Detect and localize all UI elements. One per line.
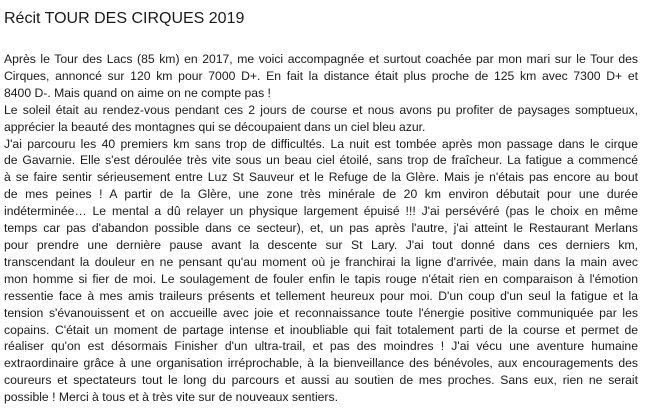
text-line: de mes peines ! A partir de la Glère, une zone très minérale de 20 km environ débutait pour une durée [4, 187, 638, 202]
document-body [4, 51, 638, 406]
text-line: Le soleil était au rendez-vous pendant ces 2 jours de course et nous avons pu profiter de paysages somptueux, [4, 102, 638, 117]
text-line: à se faire sentir sérieusement entre Luz St Sauveur et le Refuge de la Glère. Mais je n'étais pas encore au bout [4, 170, 638, 185]
text-line: J'ai parcouru les 40 premiers km sans trop de difficultés. La nuit est tombée après mon passage dans le cirque [4, 136, 638, 151]
text-line: réaliser qu'on est désormais Finisher d'un ultra-trail, et pas des moindres ! J'ai vécu une aventure humaine [4, 339, 638, 354]
text-line: ressentie face à mes amis traileurs présents et tellement heureux pour moi. D'un coup d'un seul la fatigue et la [4, 288, 638, 303]
text-line: Après le Tour des Lacs (85 km) en 2017, me voici accompagnée et surtout coachée par mon mari sur le Tour des [4, 52, 638, 66]
text-line: coureurs et spectateurs tout le long du parcours et aussi au soutien de mes proches. Sans eux, rien ne serait [4, 373, 638, 388]
text-line: possible ! Merci à tous et à très vite sur de nouveaux sentiers. [4, 390, 338, 405]
text-line: Cirques, annoncé sur 120 km pour 7000 D+. En fait la distance était plus proche de 125 km avec 7300 D+ et [4, 68, 638, 83]
text-line: temps car pas d'abandon possible dans ce secteur), et, un pas après l'autre, j'ai atteint le Restaurant Merlans [4, 221, 638, 236]
text-line: indéterminée… Le mental a dû relayer un physique largement épuisé !!! J'ai persévéré (pas le choix en même [4, 204, 638, 219]
text-line: de Gavarnie. Elle s'est déroulée très vite sous un beau ciel étoilé, sans trop de fraîcheur. La fatigue a commencé [4, 153, 638, 168]
text-line: copains. C'était un moment de partage intense et inoubliable qui fait totalement parti de la course et permet de [4, 322, 638, 337]
text-line: mon homme si fier de moi. Le soulagement de fouler enfin le tapis rouge n'était rien en comparaison à l'émotion [4, 271, 638, 286]
text-line: pour prendre une dernière pause avant la descente sur St Lary. J'ai tout donné dans ces derniers km, [4, 237, 638, 252]
text-line: apprécier la beauté des montagnes qui se découpaient dans un ciel bleu azur. [4, 119, 426, 134]
text-line: transcendant la douleur en ne pensant qu'au moment où je franchirai la ligne d'arrivée, main dans la main avec [4, 254, 638, 269]
text-line: extraordinaire grâce à une organisation irréprochable, à la bienveillance des bénévoles, aux encouragements des [4, 356, 638, 371]
text-line: 8400 D-. Mais quand on aime on ne compte pas ! [4, 85, 271, 100]
document-title: Récit TOUR DES CIRQUES 2019 [4, 10, 245, 27]
text-line: tension s'évanouissent et on accueille avec joie et reconnaissance toute l'énergie positive communiquée par les [4, 305, 638, 320]
